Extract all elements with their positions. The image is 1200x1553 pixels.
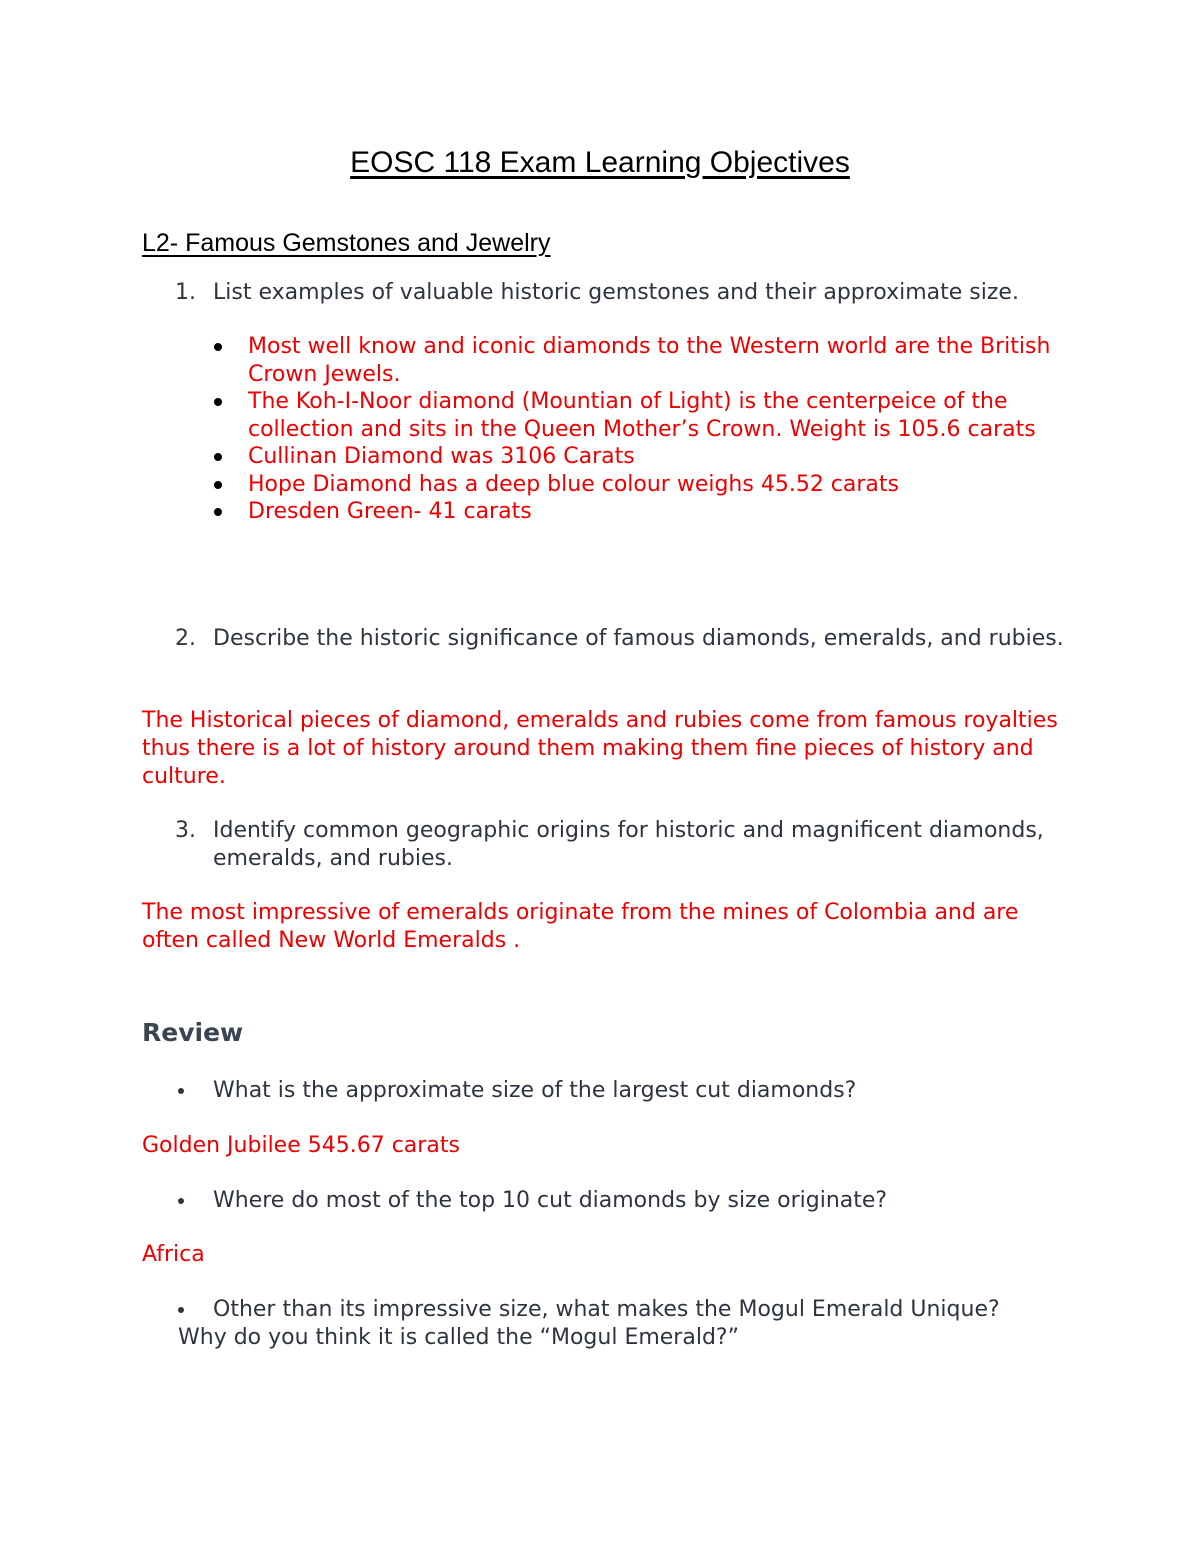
objective-text: Describe the historic significance of famous diamonds, emeralds, and rubies.: [213, 626, 1064, 651]
bullet-icon: [214, 508, 222, 516]
review-question-2: Where do most of the top 10 cut diamonds by size originate?: [142, 1187, 1102, 1215]
objective-number: 2.: [175, 626, 196, 651]
review-question-3: Other than its impressive size, what makes the Mogul Emerald Unique? Why do you think it is called the “Mogul Emerald?”: [178, 1297, 1000, 1350]
objective-2: [142, 625, 1102, 653]
page-title: EOSC 118 Exam Learning Objectives: [350, 146, 850, 179]
section-heading: L2- Famous Gemstones and Jewelry: [142, 229, 551, 257]
bullet-icon: [214, 481, 222, 489]
review-answer-1: Golden Jubilee 545.67 carats: [142, 1133, 460, 1158]
answer-bullet-list: [142, 333, 1102, 526]
bullet-icon: [214, 343, 222, 351]
review-heading: Review: [142, 1018, 244, 1047]
objective-2-answer: The Historical pieces of diamond, emeralds and rubies come from famous royalties thus there is a lot of history around them making them fine pieces of history and culture.: [142, 708, 1058, 789]
bullet-icon: [214, 398, 222, 406]
bullet-icon: [178, 1198, 184, 1204]
objective-1: [142, 279, 1102, 307]
bullet-icon: [178, 1307, 184, 1313]
objective-number: 1.: [175, 280, 196, 305]
bullet-icon: [178, 1088, 184, 1094]
review-answer-2: Africa: [142, 1242, 205, 1267]
objective-text: Identify common geographic origins for historic and magnificent diamonds, emeralds, and rubies.: [213, 818, 1044, 871]
objective-text: List examples of valuable historic gemstones and their approximate size.: [213, 280, 1019, 305]
objective-3-answer: The most impressive of emeralds originate from the mines of Colombia and are often called New World Emeralds .: [142, 900, 1019, 953]
objective-number: 3.: [175, 818, 196, 843]
list-item: Dresden Green- 41 carats: [142, 498, 1102, 526]
list-item: Hope Diamond has a deep blue colour weighs 45.52 carats: [142, 471, 1102, 499]
list-item: Most well know and iconic diamonds to the Western world are the British Crown Jewels.: [142, 333, 1102, 388]
list-item: The Koh-I-Noor diamond (Mountian of Light) is the centerpeice of the collection and sits in the Queen Mother’s Crown. Weight is 105.6 carats: [142, 388, 1102, 443]
list-item: Cullinan Diamond was 3106 Carats: [142, 443, 1102, 471]
objective-3: [142, 817, 1102, 873]
review-question-1: What is the approximate size of the largest cut diamonds?: [142, 1077, 1102, 1105]
bullet-icon: [214, 453, 222, 461]
